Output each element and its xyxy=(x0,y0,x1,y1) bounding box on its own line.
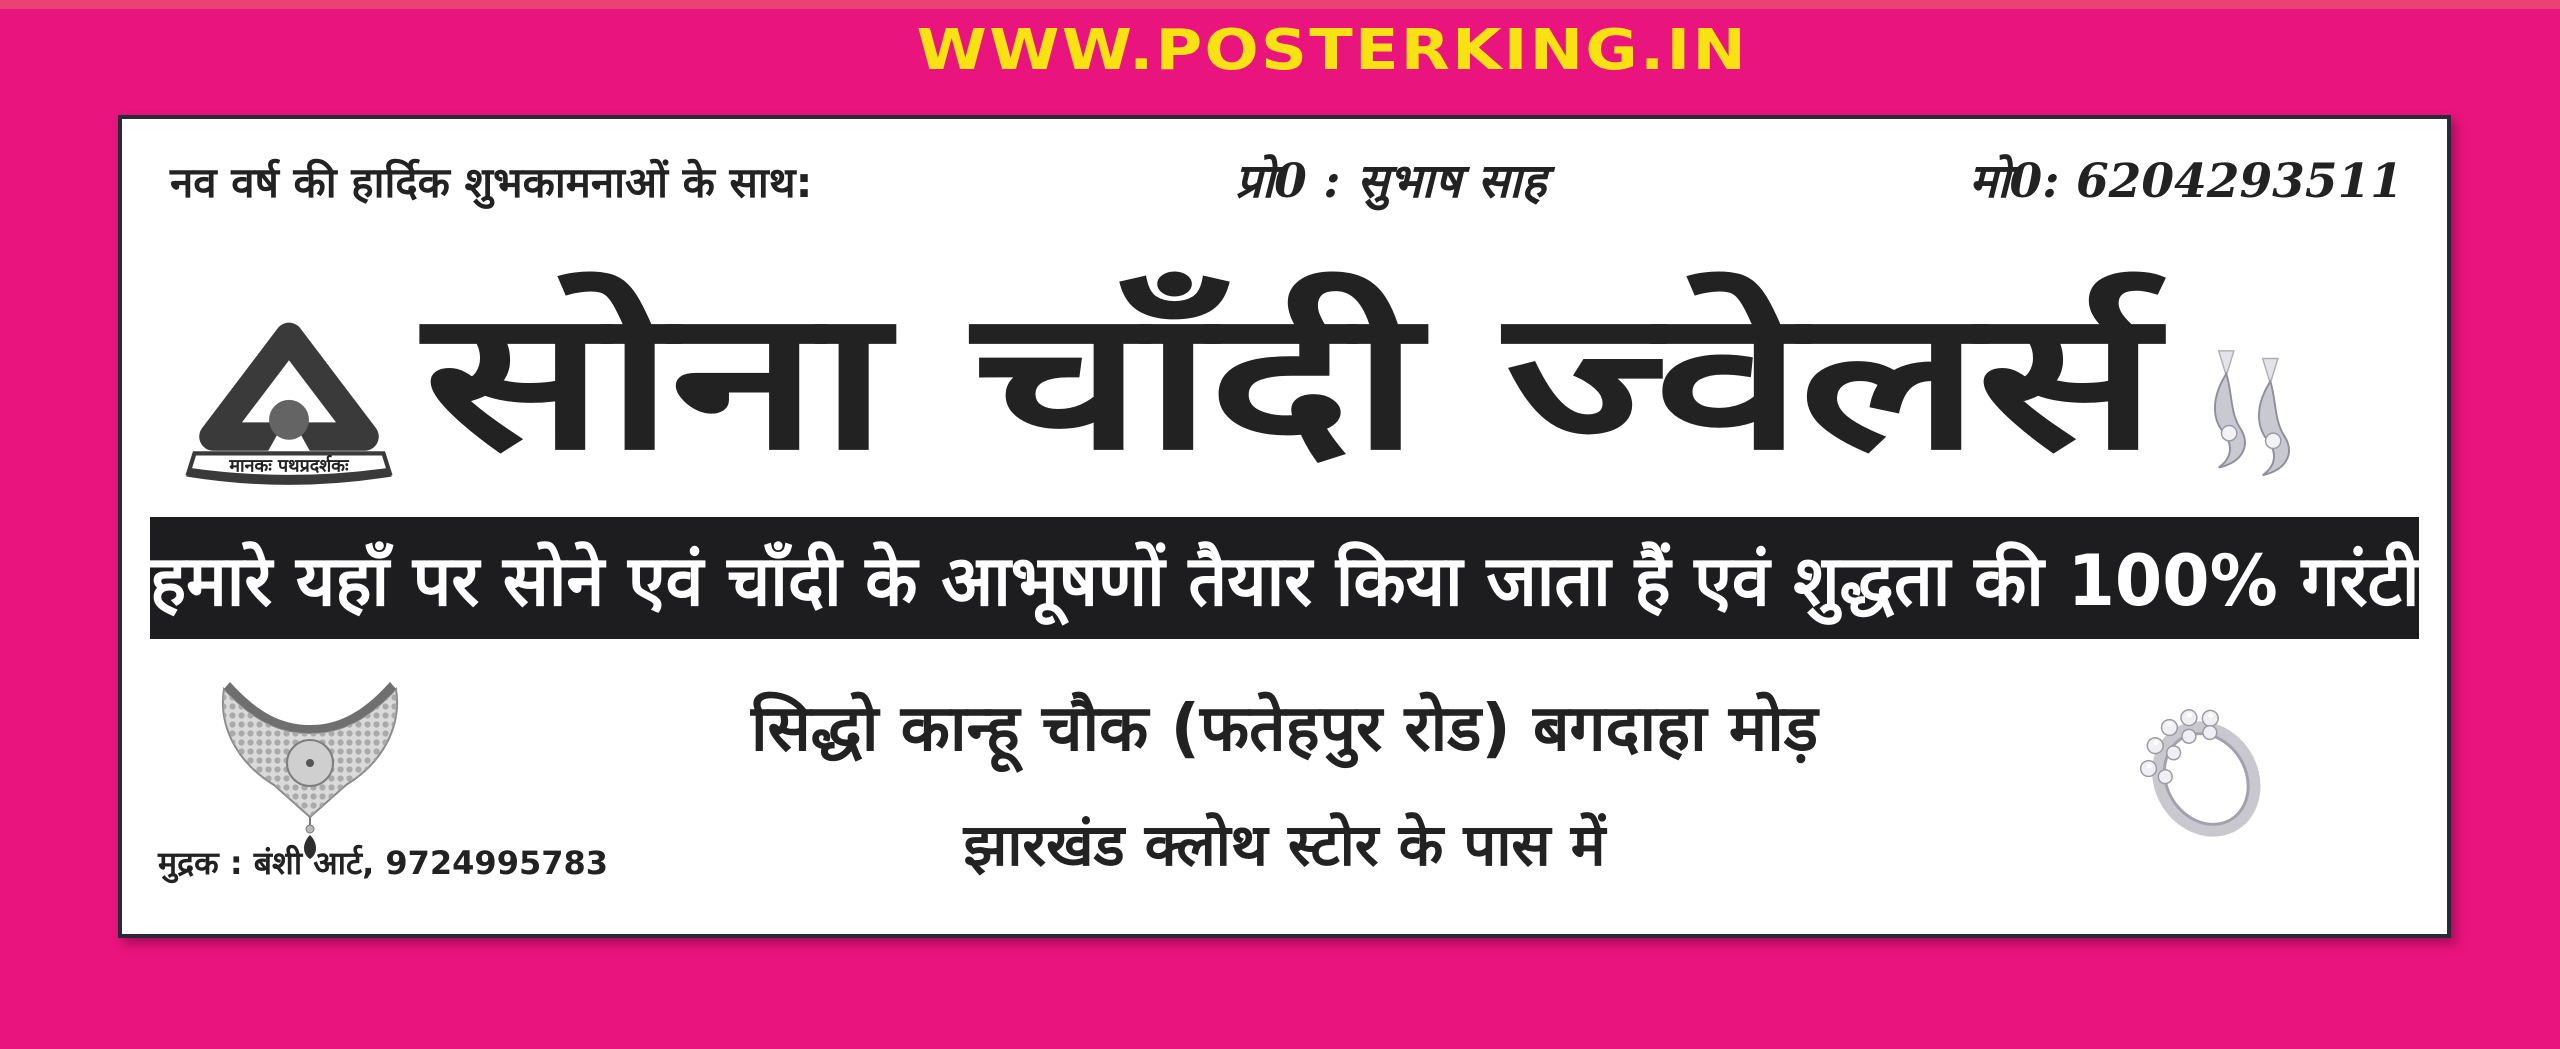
bis-hallmark-logo xyxy=(184,319,394,487)
guarantee-strip: हमारे यहाँ पर सोने एवं चाँदी के आभूषणों तैयार किया जाता हैं एवं शुद्धता की 100% गरंटी xyxy=(150,517,2419,639)
watermark-text: WWW.POSTERKING.IN xyxy=(916,17,1748,83)
shop-title: सोना चाँदी ज्वेलर्स xyxy=(423,267,2154,493)
greeting-text: नव वर्ष की हार्दिक शुभकामनाओं के साथ: xyxy=(170,158,813,207)
top-edge-tint xyxy=(0,0,2560,9)
proprietor-text: प्रो0 : सुभाष साह xyxy=(1235,154,1547,209)
printer-credit: मुद्रक : बंशी आर्ट, 9724995783 xyxy=(158,844,609,882)
poster-header-row xyxy=(170,147,2403,211)
bis-logo-caption: मानकः पथप्रदर्शकः xyxy=(229,455,349,477)
poster-panel xyxy=(118,115,2451,938)
address-line-2: झारखंड क्लोथ स्टोर के पास में xyxy=(963,810,1606,879)
earrings-image xyxy=(2207,347,2303,481)
bis-dot xyxy=(269,400,309,440)
mobile-number: मो0: 6204293511 xyxy=(1969,154,2403,209)
necklace-image xyxy=(210,675,410,865)
ring-image xyxy=(2121,679,2279,851)
address-line-1: सिद्धो कान्हू चौक (फतेहपुर रोड) बगदाहा मोड़ xyxy=(750,691,1819,766)
